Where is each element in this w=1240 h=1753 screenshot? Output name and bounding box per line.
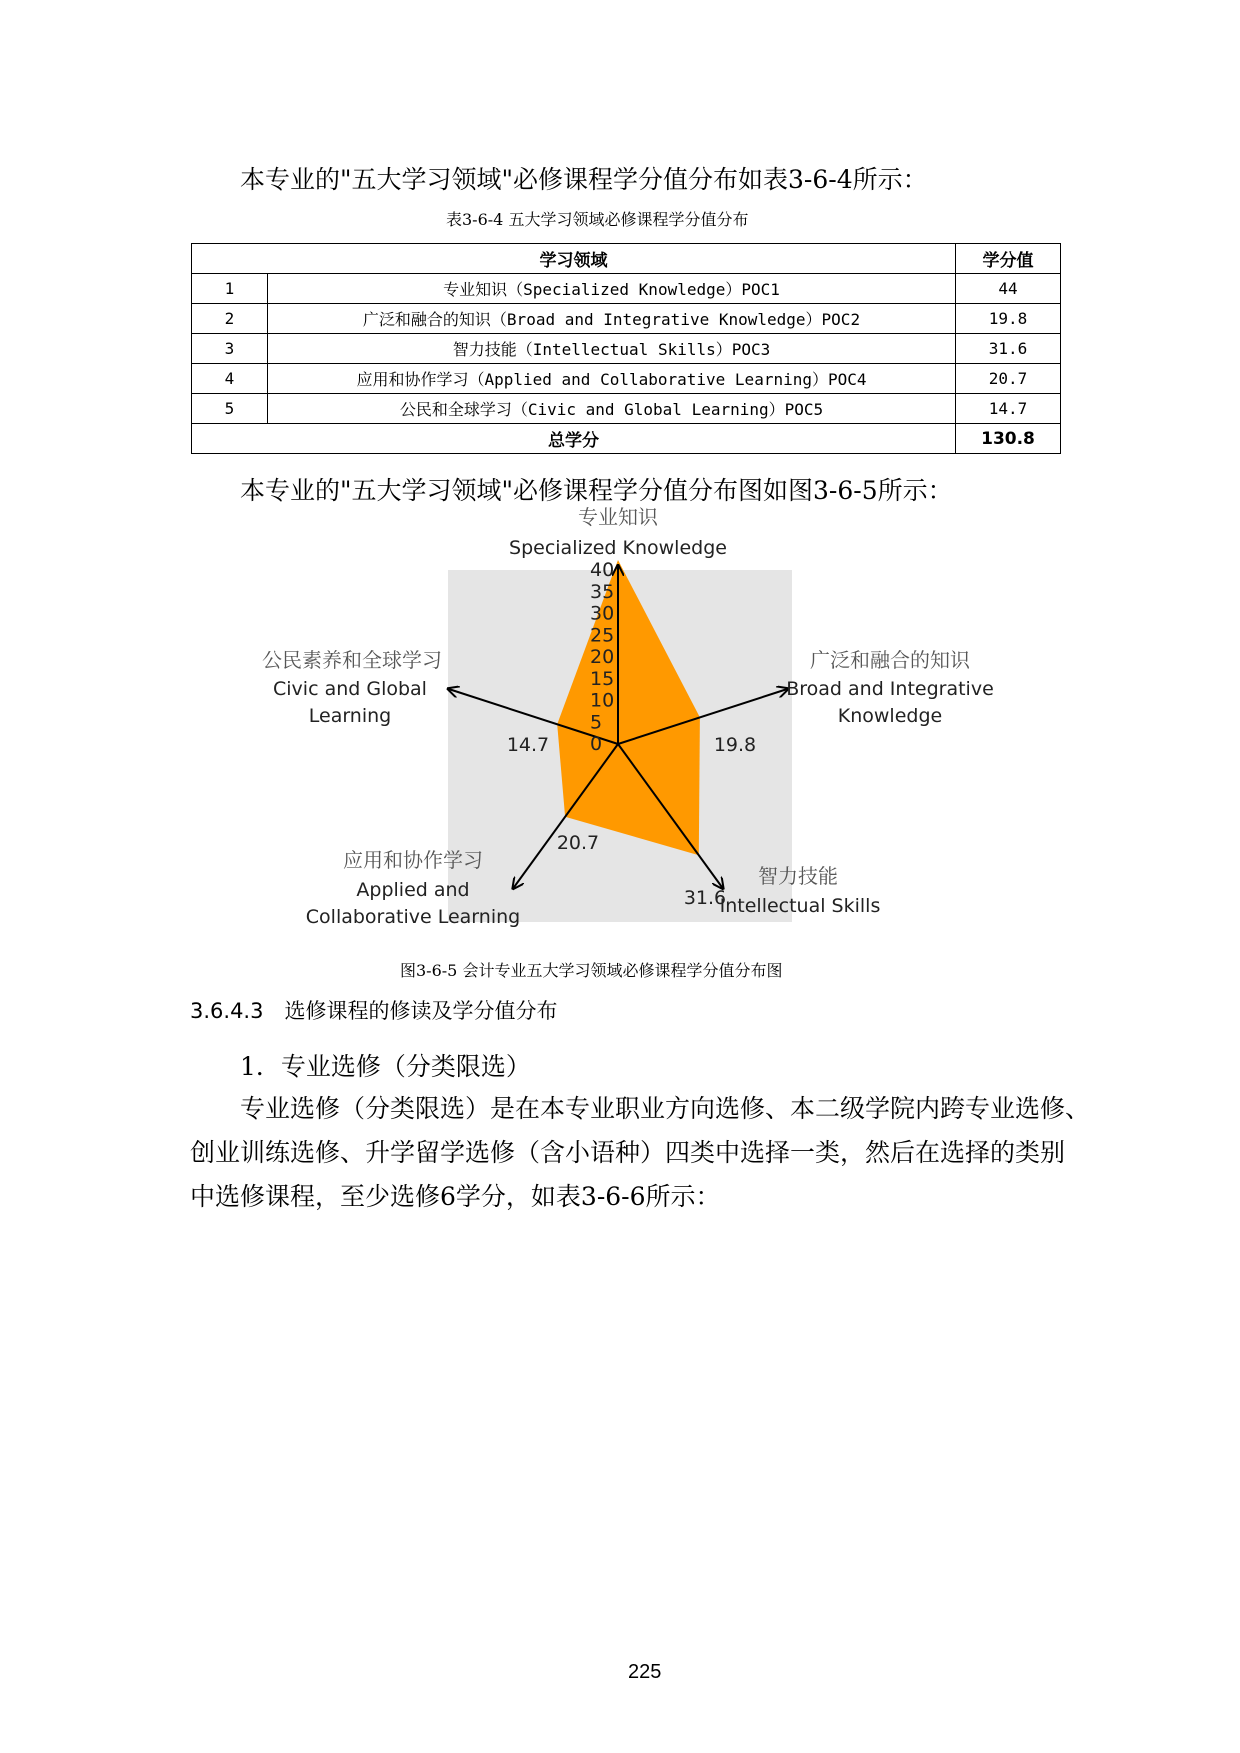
row-credit: 19.8 [956, 304, 1061, 334]
value-label: 19.8 [713, 734, 757, 756]
body-line: 专业选修（分类限选）是在本专业职业方向选修、本二级学院内跨专业选修、 [240, 1094, 1091, 1123]
row-credit: 20.7 [956, 364, 1061, 394]
row-number: 4 [192, 364, 268, 394]
tick-label: 35 [590, 580, 615, 603]
axis-name-en: Intellectual Skills [719, 895, 881, 917]
axis-name-en: Learning [308, 705, 392, 727]
total-label: 总学分 [192, 424, 956, 454]
value-label: 14.7 [506, 734, 550, 756]
tick-label: 5 [590, 711, 603, 734]
axis-name-zh: 应用和协作学习 [343, 848, 483, 872]
list-item: 1．专业选修（分类限选） [240, 1052, 531, 1081]
axis-name-en: Knowledge [837, 705, 943, 727]
tick-label: 30 [590, 602, 615, 625]
header-domain: 学习领域 [192, 244, 956, 274]
tick-label: 40 [590, 559, 615, 581]
tick-label: 10 [590, 689, 615, 712]
body-line: 中选修课程，至少选修6学分，如表3-6-6所示： [190, 1182, 721, 1211]
total-value: 130.8 [956, 424, 1061, 454]
row-domain: 专业知识（Specialized Knowledge）POC1 [268, 274, 956, 304]
axis-name-en: Applied and [356, 879, 470, 901]
axis-name-en: Specialized Knowledge [509, 537, 727, 559]
section-heading: 3.6.4.3 选修课程的修读及学分值分布 [190, 999, 558, 1023]
axis-name-zh: 广泛和融合的知识 [810, 648, 970, 672]
row-domain: 智力技能（Intellectual Skills）POC3 [268, 334, 956, 364]
intro-table-paragraph: 本专业的"五大学习领域"必修课程学分值分布如表3-6-4所示： [240, 165, 928, 194]
row-number: 5 [192, 394, 268, 424]
tick-label: 25 [590, 624, 615, 647]
axis-name-zh: 公民素养和全球学习 [262, 648, 442, 672]
row-credit: 14.7 [956, 394, 1061, 424]
table-caption: 表3-6-4 五大学习领域必修课程学分值分布 [446, 210, 749, 229]
row-number: 2 [192, 304, 268, 334]
axis-name-zh: 专业知识 [578, 505, 658, 529]
row-credit: 44 [956, 274, 1061, 304]
row-credit: 31.6 [956, 334, 1061, 364]
body-line: 创业训练选修、升学留学选修（含小语种）四类中选择一类，然后在选择的类别 [190, 1138, 1066, 1167]
tick-label: 0 [590, 733, 603, 755]
tick-label: 20 [590, 646, 615, 668]
axis-name-en: Broad and Integrative [786, 678, 994, 700]
header-credit: 学分值 [956, 244, 1061, 274]
axis-name-zh: 智力技能 [758, 864, 838, 888]
tick-label: 15 [590, 667, 615, 690]
axis-name-en: Civic and Global [273, 678, 427, 700]
axis-name-en: Collaborative Learning [305, 906, 521, 928]
value-label: 31.6 [683, 887, 727, 909]
row-domain: 公民和全球学习（Civic and Global Learning）POC5 [268, 394, 956, 424]
value-label: 20.7 [556, 832, 600, 854]
row-number: 1 [192, 274, 268, 304]
intro-chart-paragraph: 本专业的"五大学习领域"必修课程学分值分布图如图3-6-5所示： [240, 476, 953, 505]
row-domain: 应用和协作学习（Applied and Collaborative Learning）POC4 [268, 364, 956, 394]
row-domain: 广泛和融合的知识（Broad and Integrative Knowledge）POC2 [268, 304, 956, 334]
row-number: 3 [192, 334, 268, 364]
page-number: 225 [628, 1661, 662, 1683]
figure-caption: 图3-6-5 会计专业五大学习领域必修课程学分值分布图 [400, 961, 783, 980]
